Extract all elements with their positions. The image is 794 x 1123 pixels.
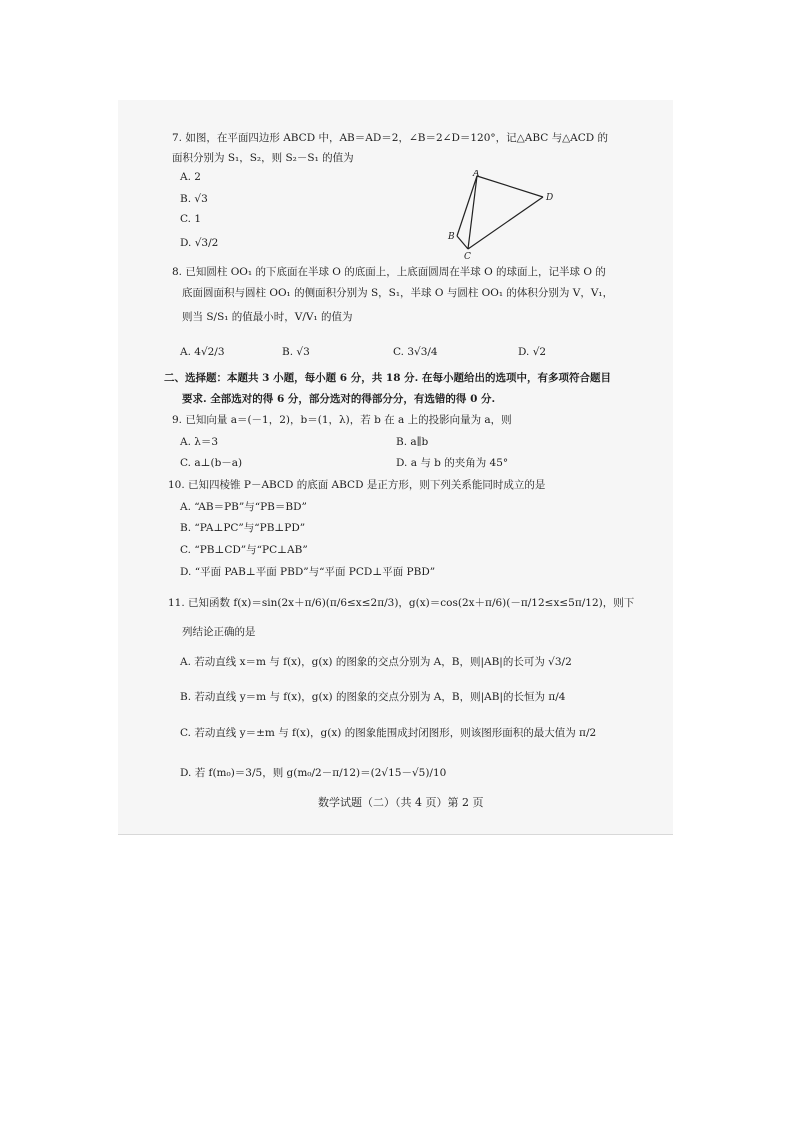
q11-option-a: A. 若动直线 x＝m 与 f(x)，g(x) 的图象的交点分别为 A，B，则|AB|的长可为 √3/2 <box>180 656 572 668</box>
q9-option-a: A. λ＝3 <box>180 436 219 448</box>
q8-stem-line2: 底面圆面积与圆柱 OO₁ 的侧面积分别为 S，S₁，半球 O 与圆柱 OO₁ 的体积分别为 V，V₁， <box>182 287 614 299</box>
q10-option-c: C. “PB⊥CD”与“PC⊥AB” <box>180 544 308 556</box>
q11-stem-line1: 11. 已知函数 f(x)＝sin(2x＋π/6)(π/6≤x≤2π/3)，g(x)＝cos(2x＋π/6)(－π/12≤x≤5π/12)，则下 <box>168 597 635 609</box>
q9-option-d: D. a 与 b 的夹角为 45° <box>396 457 509 469</box>
q9-option-c: C. a⊥(b－a) <box>180 457 243 469</box>
edge-bc <box>457 236 468 249</box>
edge-da <box>477 176 543 197</box>
q10-option-a: A. “AB＝PB”与“PB＝BD” <box>180 501 307 513</box>
q8-option-c: C. 3√3/4 <box>393 346 438 358</box>
label-a: A <box>473 170 480 179</box>
q8-option-b: B. √3 <box>282 346 310 358</box>
q11-option-d: D. 若 f(m₀)＝3/5，则 g(m₀/2－π/12)＝(2√15－√5)/10 <box>180 767 447 779</box>
label-b: B <box>448 232 455 242</box>
q7-stem-line2: 面积分别为 S₁，S₂，则 S₂－S₁ 的值为 <box>172 152 354 164</box>
q8-stem-line3: 则当 S/S₁ 的值最小时，V/V₁ 的值为 <box>182 311 353 323</box>
q10-option-b: B. “PA⊥PC”与“PB⊥PD” <box>180 522 306 534</box>
page-footer: 数学试题（二）（共 4 页）第 2 页 <box>318 796 484 809</box>
page-edge-divider <box>118 834 673 835</box>
q9-stem: 9. 已知向量 a＝(－1，2)，b＝(1，λ)，若 b 在 a 上的投影向量为 a，则 <box>172 414 512 426</box>
q10-option-d: D. “平面 PAB⊥平面 PBD”与“平面 PCD⊥平面 PBD” <box>180 566 436 578</box>
q7-option-c: C. 1 <box>180 213 202 225</box>
q8-stem-line1: 8. 已知圆柱 OO₁ 的下底面在半球 O 的底面上，上底面圆周在半球 O 的球面上，记半球 O 的 <box>172 266 606 278</box>
section-2-instructions: 要求. 全部选对的得 6 分，部分选对的得部分分，有选错的得 0 分. <box>182 393 496 405</box>
q9-option-b: B. a∥b <box>396 436 429 448</box>
q7-option-d: D. √3/2 <box>180 237 219 249</box>
label-d: D <box>546 193 554 203</box>
q10-stem: 10. 已知四棱锥 P－ABCD 的底面 ABCD 是正方形，则下列关系能同时成立的是 <box>168 479 546 491</box>
q7-stem-line1: 7. 如图，在平面四边形 ABCD 中，AB＝AD＝2，∠B＝2∠D＝120°，记△ABC 与△ACD 的 <box>172 132 609 144</box>
edge-ab <box>457 176 477 236</box>
q11-stem-line2: 列结论正确的是 <box>182 626 256 638</box>
q7-option-b: B. √3 <box>180 193 208 205</box>
q8-option-a: A. 4√2/3 <box>180 346 225 358</box>
q8-option-d: D. √2 <box>518 346 547 358</box>
q7-option-a: A. 2 <box>180 171 201 183</box>
section-2-header: 二、选择题：本题共 3 小题，每小题 6 分，共 18 分. 在每小题给出的选项中，有多项符合题目 <box>164 372 611 384</box>
label-c: C <box>464 252 471 260</box>
quadrilateral-figure <box>440 170 560 260</box>
q11-option-b: B. 若动直线 y＝m 与 f(x)，g(x) 的图象的交点分别为 A，B，则|AB|的长恒为 π/4 <box>180 691 566 703</box>
q11-option-c: C. 若动直线 y＝±m 与 f(x)，g(x) 的图象能围成封闭图形，则该图形面积的最大值为 π/2 <box>180 727 597 739</box>
edge-cd <box>468 197 543 249</box>
diagonal-ac <box>468 176 477 249</box>
